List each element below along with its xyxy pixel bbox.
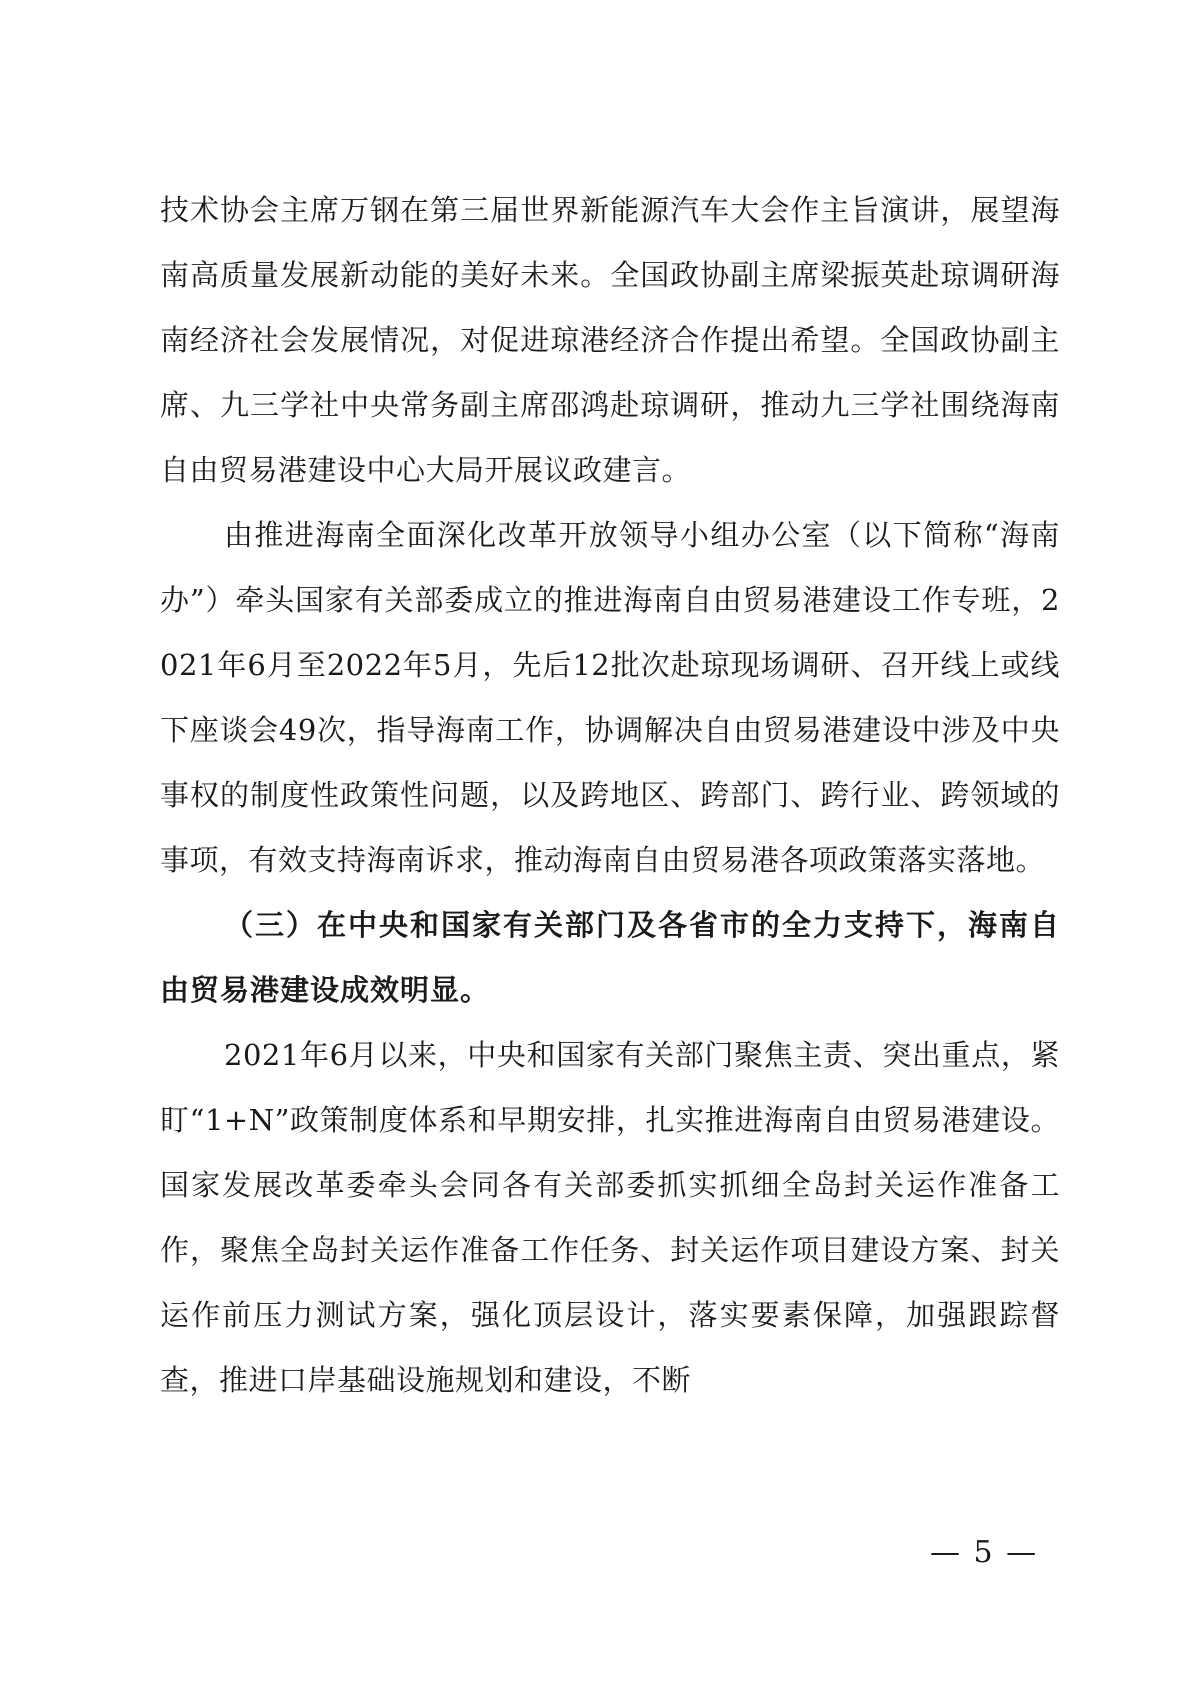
paragraph-continuation: 技术协会主席万钢在第三届世界新能源汽车大会作主旨演讲，展望海南高质量发展新动能的美好未来。全国政协副主席梁振英赴琼调研海南经济社会发展情况，对促进琼港经济合作提出希望。全国政协副主席、九三学社中央常务副主席邵鸿赴琼调研，推动九三学社围绕海南自由贸易港建设中心大局开展议政建言。 (160, 193, 1060, 487)
document-body (160, 178, 1060, 1413)
paragraph-since-june-2021: 2021年6月以来，中央和国家有关部门聚焦主责、突出重点，紧盯“1+N”政策制度体系和早期安排，扎实推进海南自由贸易港建设。国家发展改革委牵头会同各有关部委抓实抓细全岛封关运作准备工作，聚焦全岛封关运作准备工作任务、封关运作项目建设方案、封关运作前压力测试方案，强化顶层设计，落实要素保障，加强跟踪督查，推进口岸基础设施规划和建设，不断 (160, 1038, 1060, 1397)
page-number: — 5 — (930, 1535, 1039, 1570)
section-heading-3: （三）在中央和国家有关部门及各省市的全力支持下，海南自由贸易港建设成效明显。 (160, 908, 1060, 1007)
paragraph-work-task-force: 由推进海南全面深化改革开放领导小组办公室（以下简称“海南办”）牵头国家有关部委成立的推进海南自由贸易港建设工作专班，2021年6月至2022年5月，先后12批次赴琼现场调研、召开线上或线下座谈会49次，指导海南工作，协调解决自由贸易港建设中涉及中央事权的制度性政策性问题，以及跨地区、跨部门、跨行业、跨领域的事项，有效支持海南诉求，推动海南自由贸易港各项政策落实落地。 (160, 518, 1060, 877)
